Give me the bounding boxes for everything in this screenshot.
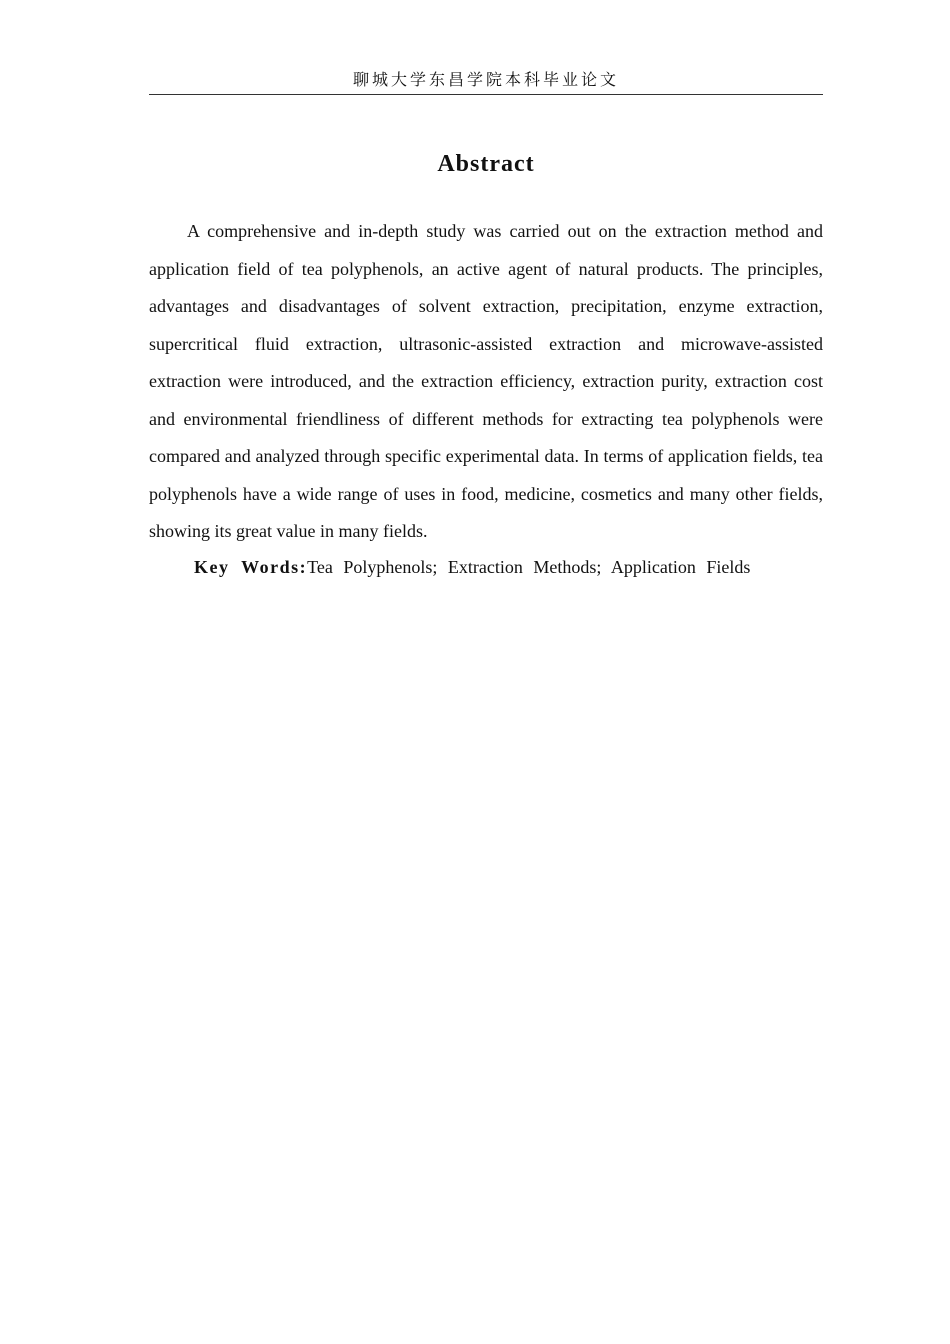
header-title: 聊城大学东昌学院本科毕业论文 — [352, 70, 619, 89]
abstract-paragraph: A comprehensive and in-depth study was carried out on the extraction method and application field of tea polyphenols, an active agent of natural products. The principles, advantages and disadvantages of solvent extraction, precipitation, enzyme extraction, supercritical fluid extraction, ultrasonic-assisted extraction and microwave-assisted extraction were introduced, and the extraction efficiency, extraction purity, extraction cost and environmental friendliness of different methods for extracting tea polyphenols were compared and analyzed through specific experimental data. In terms of application fields, tea polyphenols have a wide range of uses in food, medicine, cosmetics and many other fields, showing its great value in many fields. — [149, 221, 823, 541]
keywords-label: Key Words: — [194, 557, 308, 577]
keywords-text: Tea Polyphenols; Extraction Methods; Application Fields — [307, 557, 751, 577]
keywords-line — [194, 549, 823, 587]
abstract-title: Abstract — [437, 151, 535, 177]
page-header — [149, 66, 823, 95]
